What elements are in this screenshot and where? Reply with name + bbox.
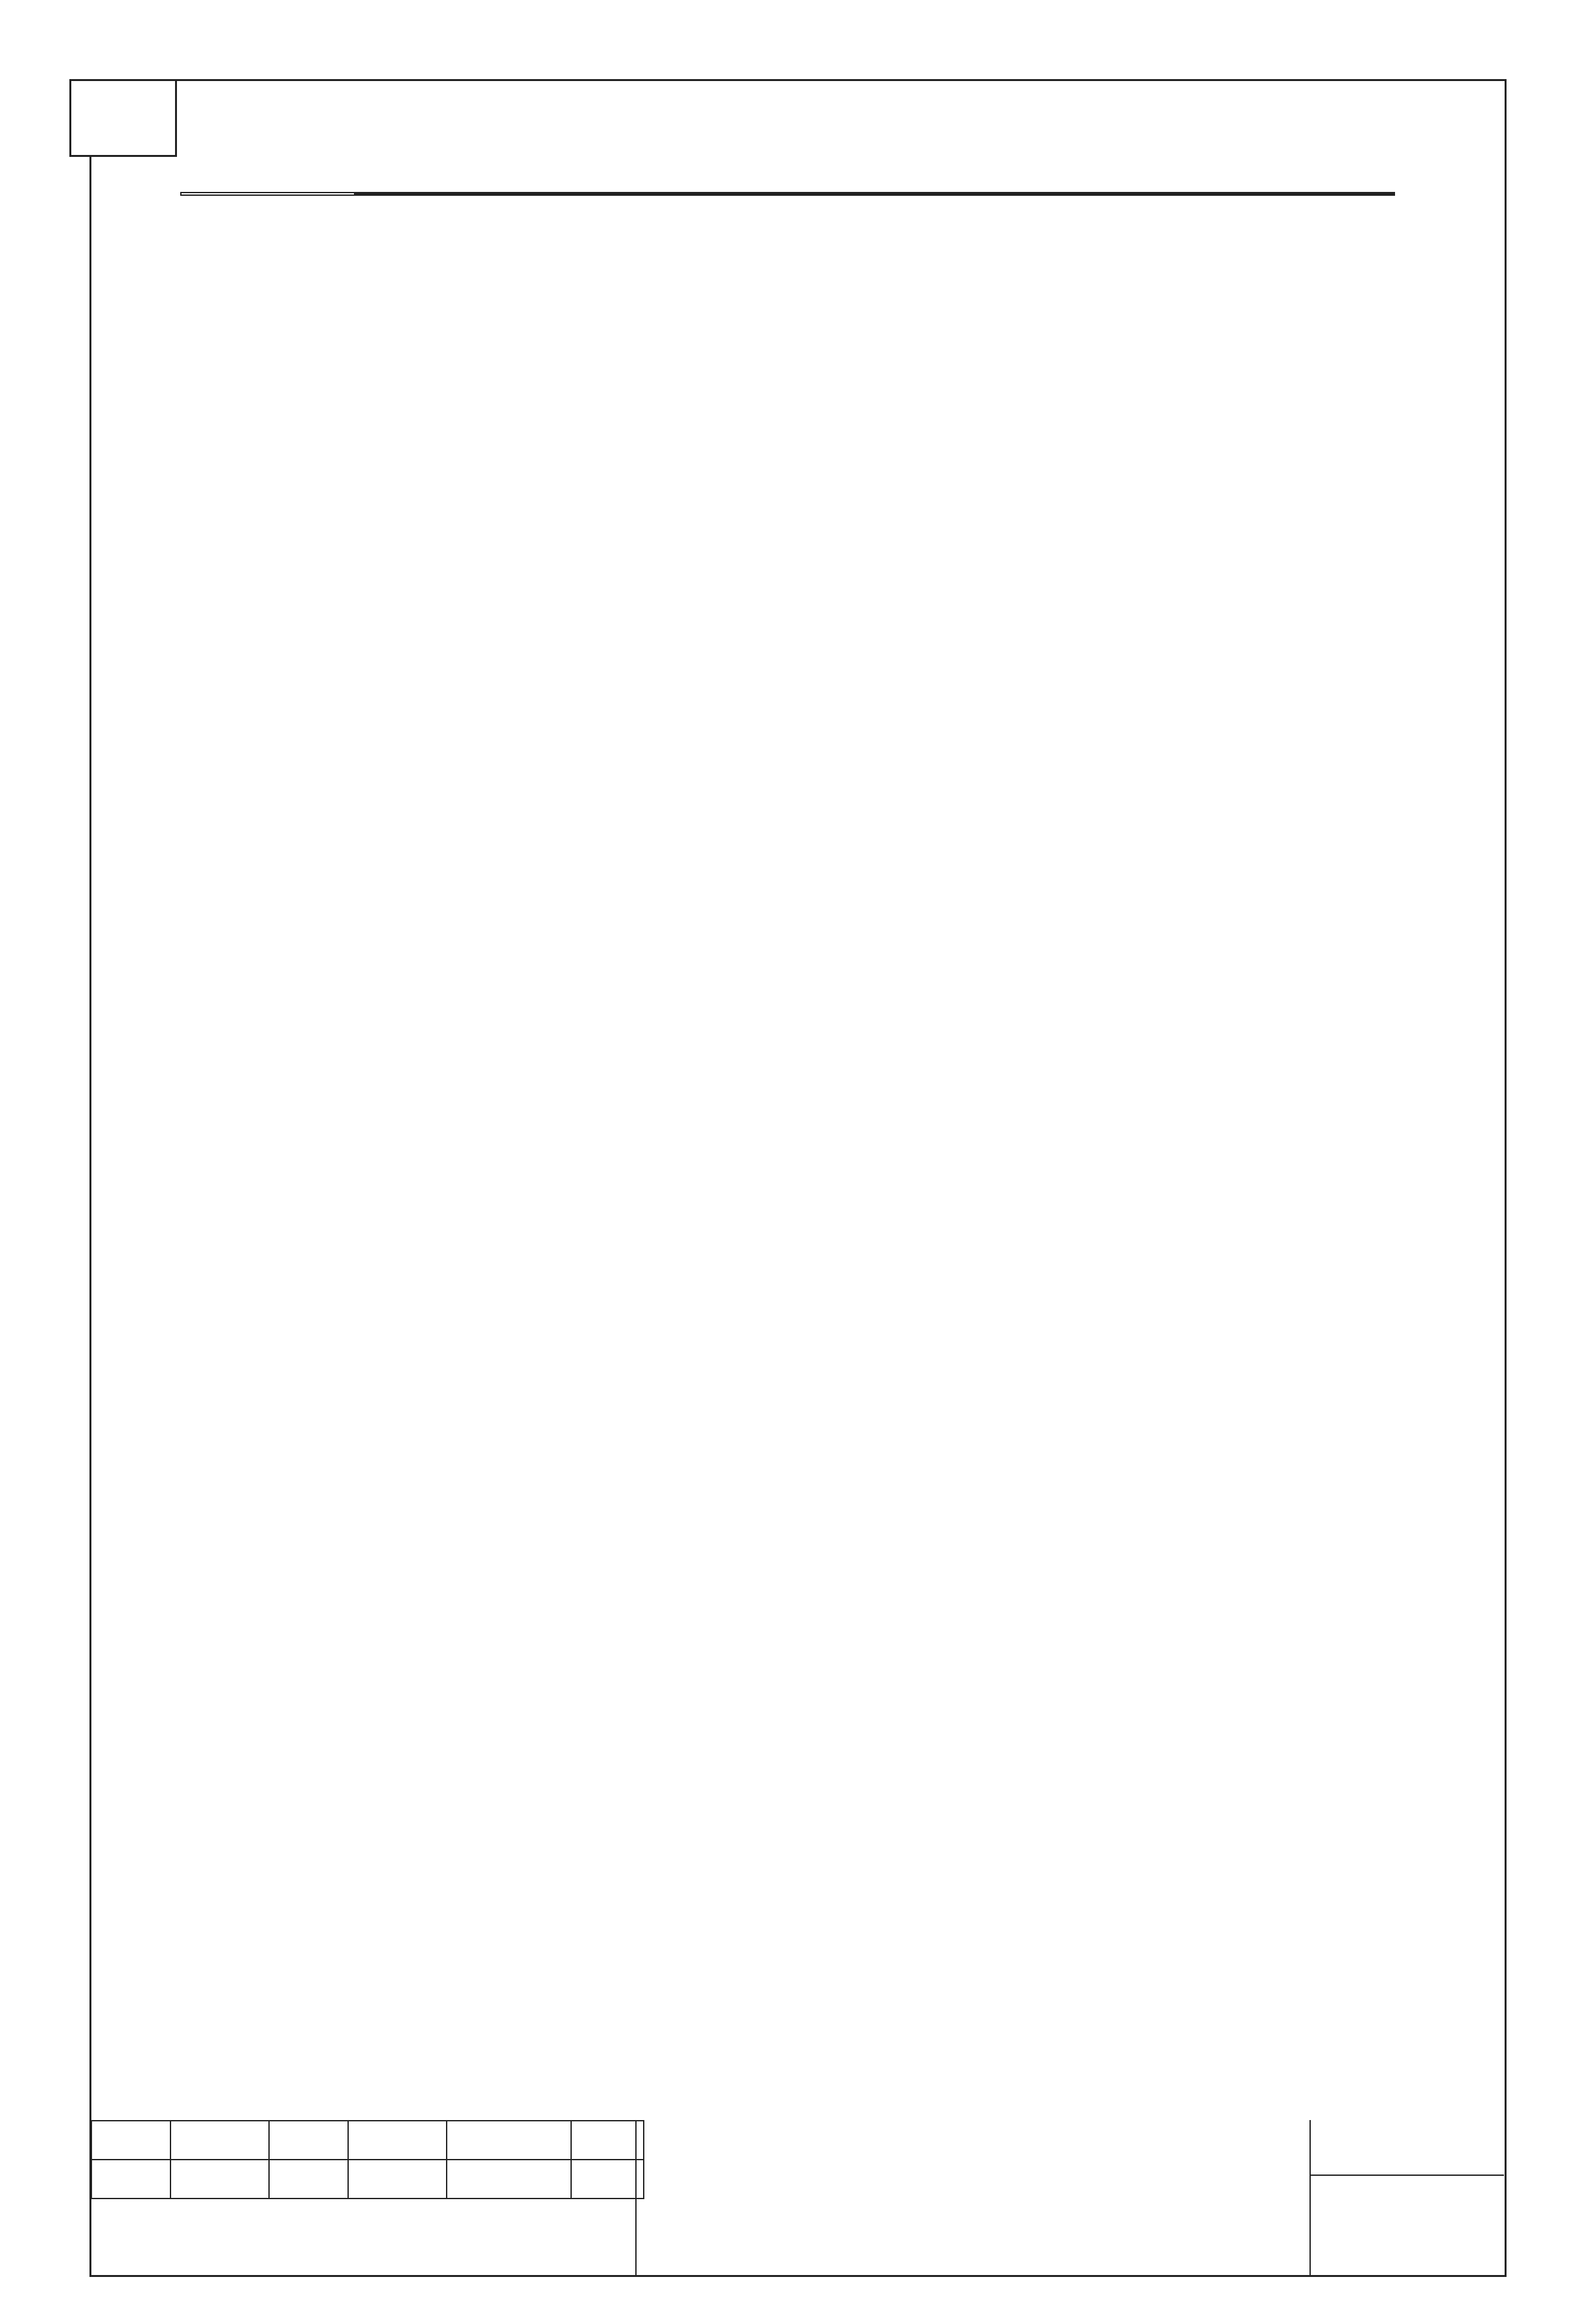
title-block-columns	[91, 2199, 644, 2241]
thickness-header	[355, 194, 1394, 195]
type-header	[181, 193, 355, 195]
page-number-box	[69, 79, 177, 157]
page-frame	[89, 79, 1507, 2277]
title-block-grid	[91, 2120, 644, 2241]
title-block	[91, 2120, 1504, 2276]
page-content	[91, 158, 1504, 236]
compaction-table	[180, 192, 1395, 196]
